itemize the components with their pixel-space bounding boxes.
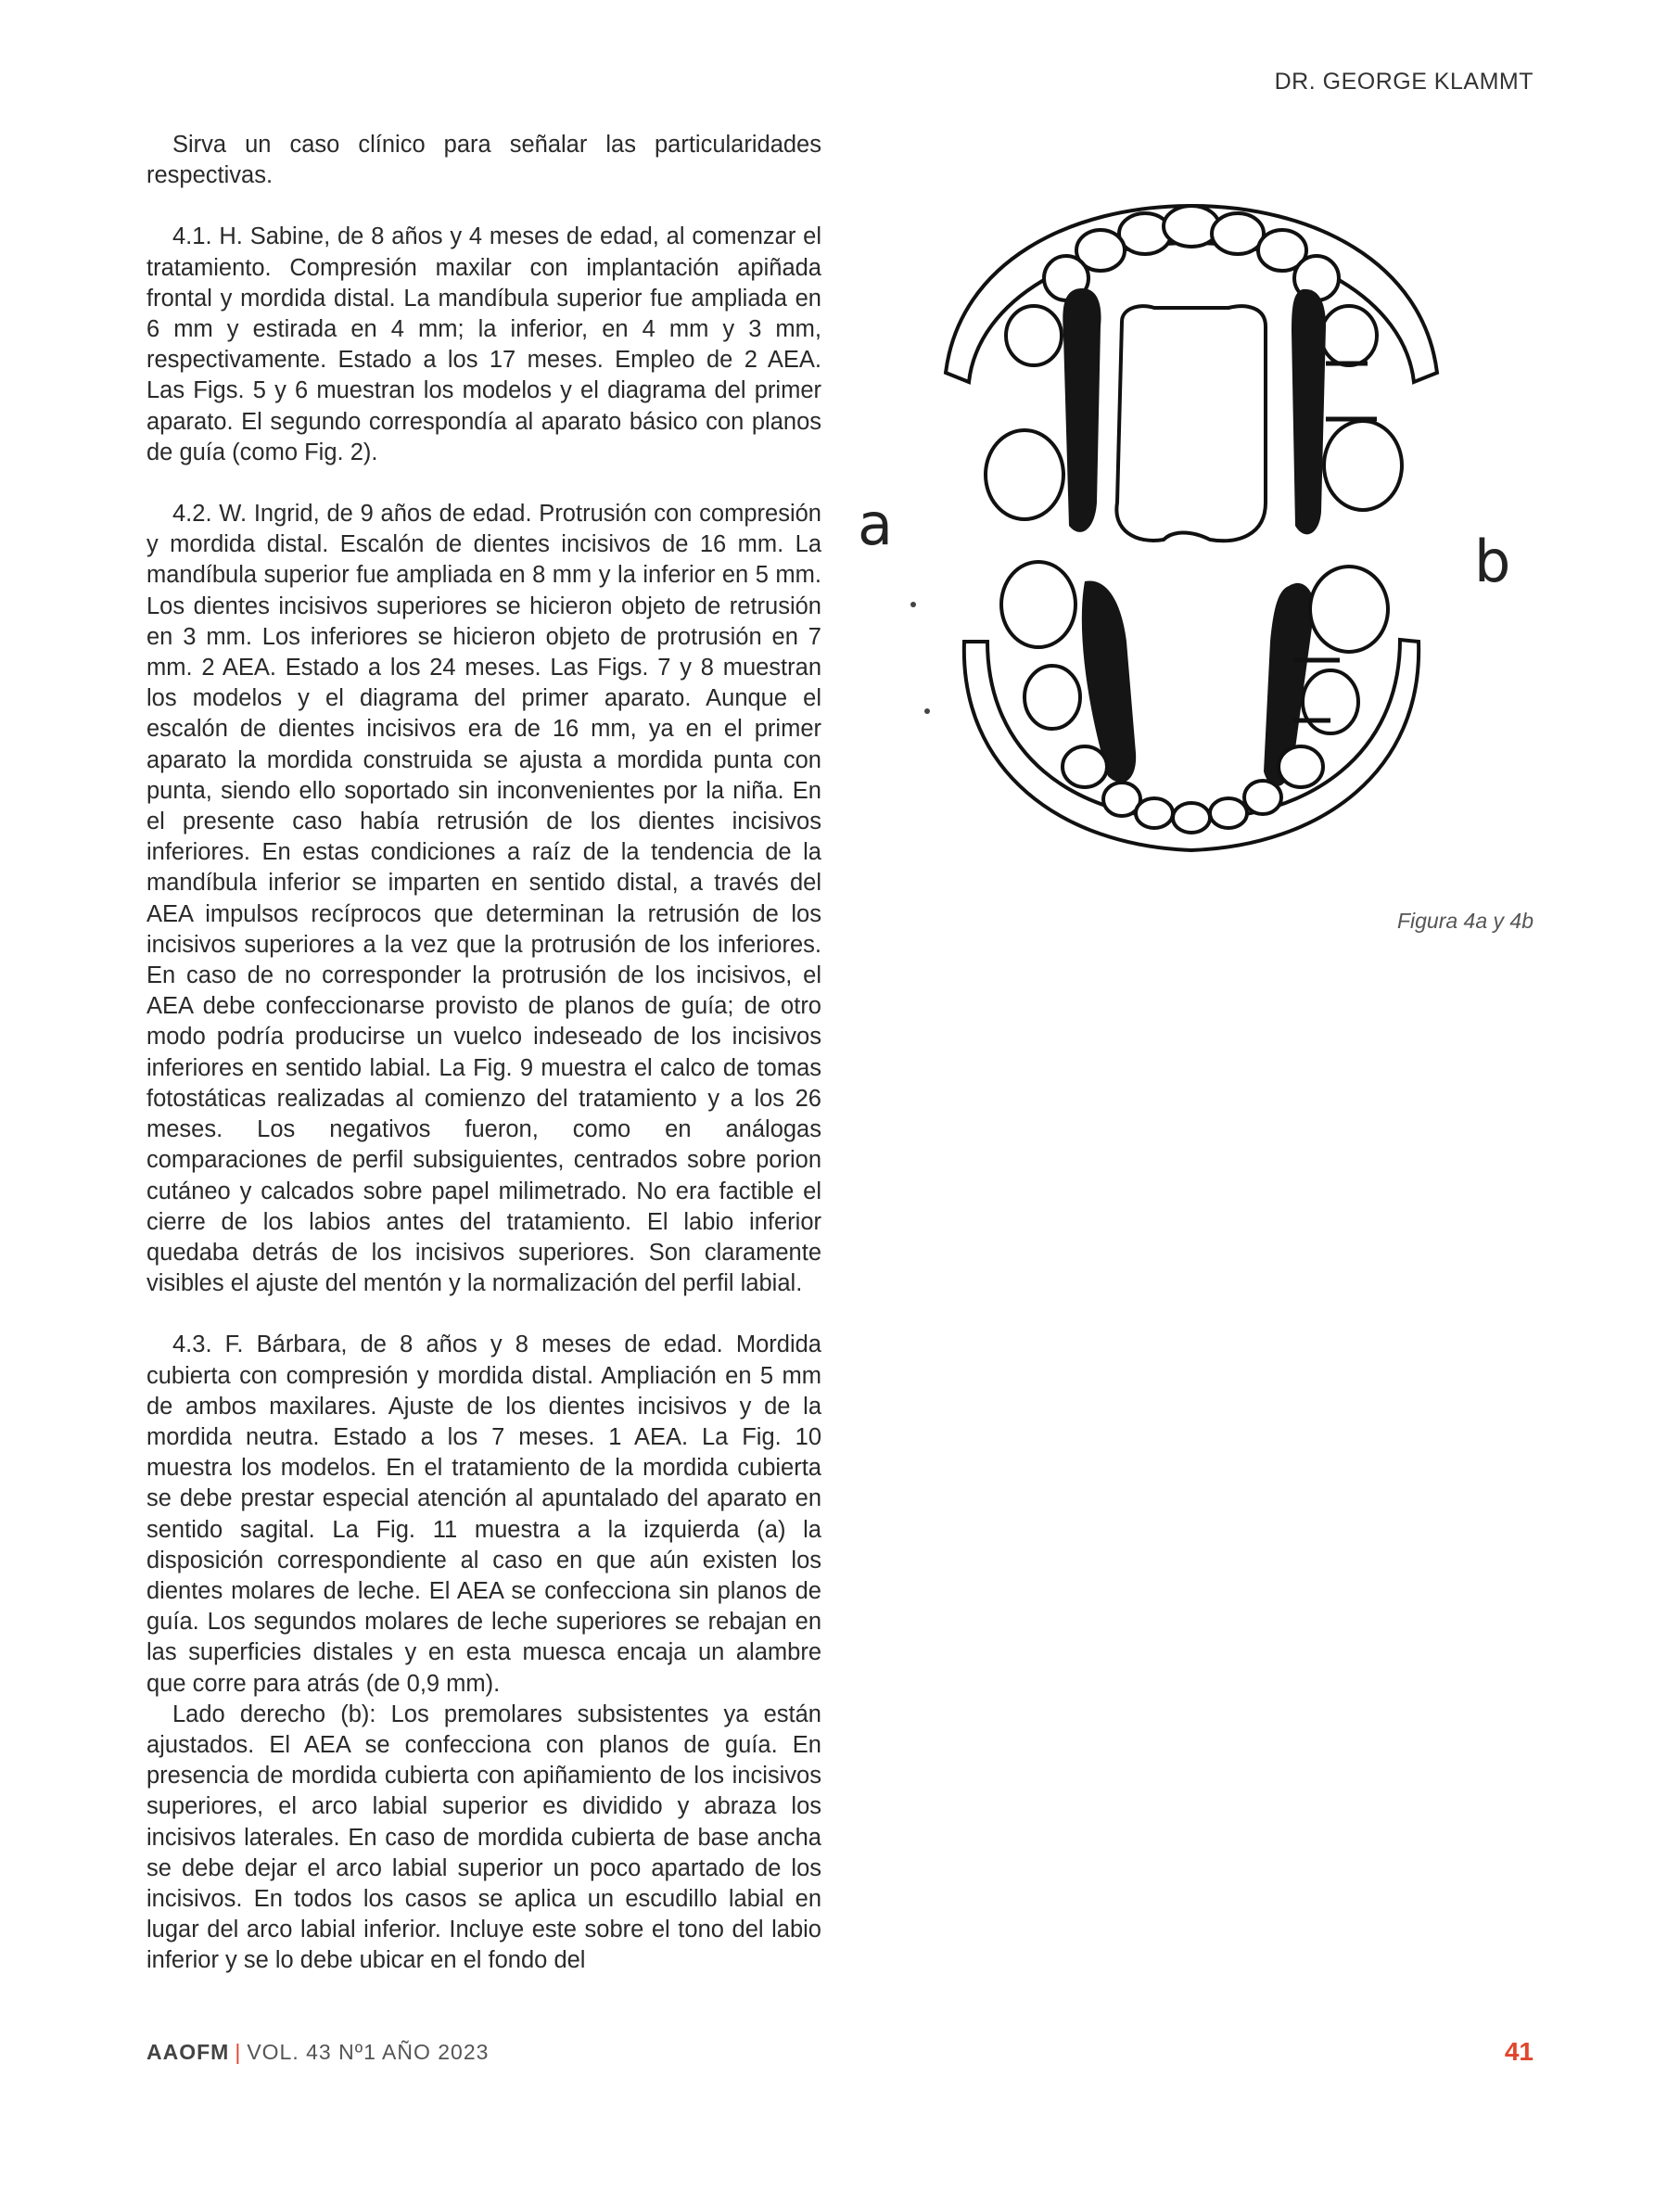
upper-left-shield: [1063, 288, 1101, 532]
paragraph-lado-derecho: Lado derecho (b): Los premolares subsistentes ya están ajustados. El AEA se confecciona con planos de guía. En presencia de mordida cubierta con apiñamiento de los incisivos superiores, el arco labial superior es dividido y abraza los incisivos laterales. En caso de mordida cubierta de base ancha se debe dejar el arco labial superior un poco apartado de los incisivos. En todos los casos se aplica un escudillo labial en lugar del arco labial inferior. Incluye este sobre el tono del labio inferior y se lo debe ubicar en el fondo del: [146, 1701, 821, 1974]
running-header-author: DR. GEORGE KLAMMT: [1274, 69, 1534, 95]
footer-volume: VOL. 43 Nº1 AÑO 2023: [247, 2040, 490, 2064]
upper-right-shield: [1292, 289, 1326, 534]
figure-label-a: a: [858, 490, 893, 558]
paragraph-case-4-3: 4.3. F. Bárbara, de 8 años y 8 meses de edad. Mordida cubierta con compresión y mordida distal. Ampliación en 5 mm de ambos maxilares. Ajuste de los dientes incisivos y de la mordida neutra. Estado a los 7 meses. 1 AEA. La Fig. 10 muestra los modelos. En el tratamiento de la mordida cubierta se debe prestar especial atención al apuntalado del aparato en sentido sagital. La Fig. 11 muestra a la izquierda (a) la disposición correspondiente al caso en que aún existen los dientes molares de leche. El AEA se confecciona sin planos de guía. Los segundos molares de leche superiores se rebajan en las superficies distales y en esta muesca encaja un alambre que corre para atrás (de 0,9 mm).: [146, 1331, 821, 1697]
footer-separator: |: [235, 2040, 242, 2064]
paragraph-intro: Sirva un caso clínico para señalar las particularidades respectivas.: [146, 132, 821, 189]
figure-label-b: b: [1474, 528, 1511, 595]
speck-dot: [924, 708, 930, 714]
page-footer: [146, 2037, 1534, 2066]
upper-palate: [1116, 306, 1266, 541]
body-text-column: [146, 130, 821, 1977]
speck-dot: [910, 602, 916, 607]
dental-arch-figure: [858, 197, 1525, 864]
paragraph-case-4-2: 4.2. W. Ingrid, de 9 años de edad. Protrusión con compresión y mordida distal. Escalón de dientes incisivos de 16 mm. La mandíbula superior fue ampliada en 8 mm y la inferior en 5 mm. Los dientes incisivos superiores se hicieron objeto de retrusión en 3 mm. Los inferiores se hicieron objeto de protrusión en 7 mm. 2 AEA. Estado a los 24 meses. Las Figs. 7 y 8 muestran los modelos y el diagrama del primer aparato. Aunque el escalón de dientes incisivos era de 16 mm, ya en el primer aparato la mordida construida se ajusta a mordida punta con punta, siendo ello soportado sin inconvenientes por la niña. En el presente caso había retrusión de los dientes incisivos inferiores. En estas condiciones a raíz de la tendencia de la mandíbula inferior se imparten en sentido distal, a través del AEA impulsos recíprocos que determinan la retrusión de los incisivos superiores a la vez que la protrusión de los inferiores. En caso de no corresponder la protrusión de los incisivos, el AEA debe confeccionarse provisto de planos de guía; de otro modo podría producirse un vuelco indeseado de los incisivos inferiores en sentido labial. La Fig. 9 muestra el calco de tomas fotostáticas realizadas al comienzo del tratamiento y a los 26 meses. Los negativos fueron, como en análogas comparaciones de perfil subsiguientes, centrados sobre porion cutáneo y calcados sobre papel milimetrado. No era factible el cierre de los labios antes del tratamiento. El labio inferior quedaba detrás de los incisivos superiores. Son claramente visibles el ajuste del mentón y la normalización del perfil labial.: [146, 501, 821, 1297]
paragraph-case-4-1: 4.1. H. Sabine, de 8 años y 4 meses de edad, al comenzar el tratamiento. Compresión maxilar con implantación apiñada frontal y mordida distal. La mandíbula superior fue ampliada en 6 mm y estirada en 4 mm; la inferior, en 4 mm y 3 mm, respectivamente. Estado a los 17 meses. Empleo de 2 AEA. Las Figs. 5 y 6 muestran los modelos y el diagrama del primer aparato. El segundo correspondía al aparato básico con planos de guía (como Fig. 2).: [146, 223, 821, 465]
dental-arch-drawing: [858, 197, 1525, 864]
page-number: 41: [1504, 2037, 1534, 2066]
figure-caption: Figura 4a y 4b: [1396, 909, 1534, 933]
footer-journal: AAOFM: [146, 2040, 230, 2064]
